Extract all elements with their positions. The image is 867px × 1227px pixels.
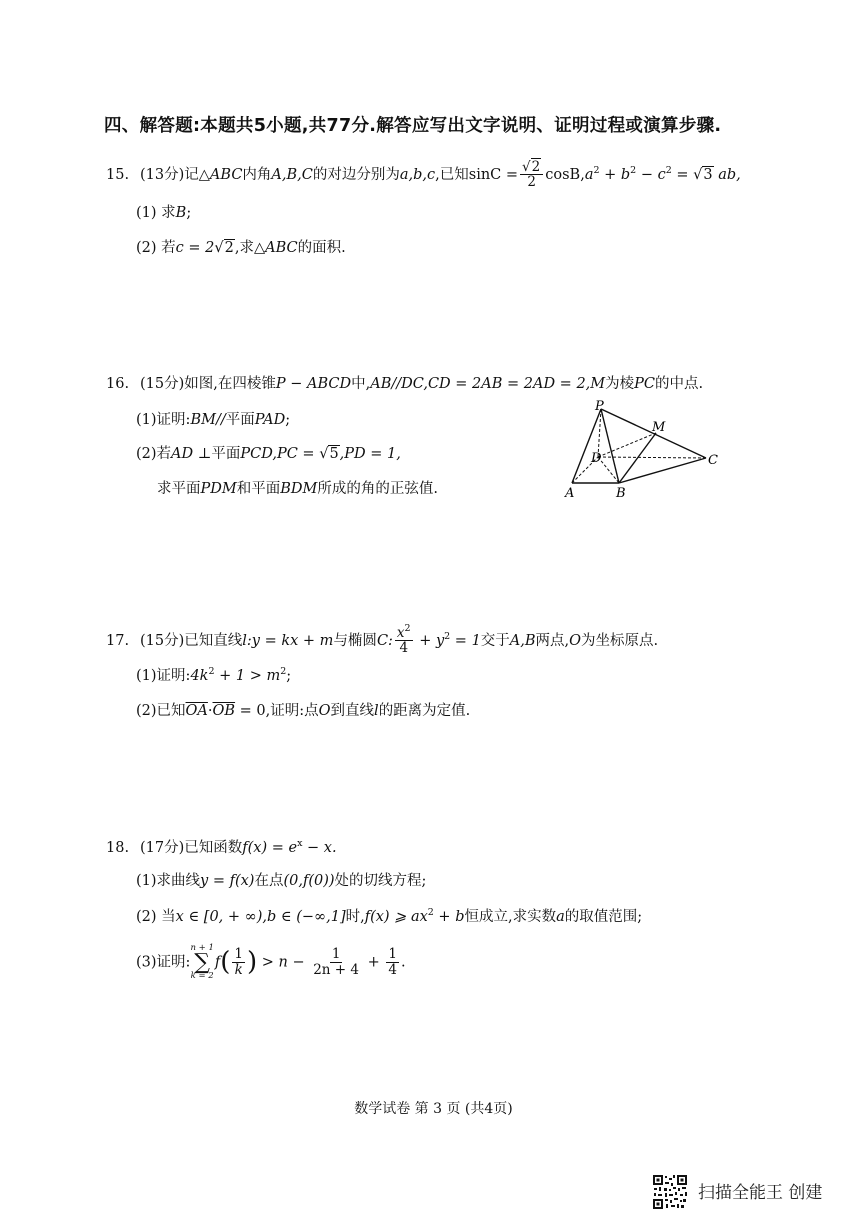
math: =: [671, 167, 694, 183]
text: (2) 当: [136, 909, 176, 925]
text: 已知直线: [184, 633, 243, 649]
text: 为棱: [605, 376, 635, 392]
math: 1: [331, 946, 341, 963]
math: C:: [376, 633, 393, 649]
question-17-stem: 17. (15分)已知直线l:y = kx + m与椭圆C: $\frac{x^2}{4}$ + $y^2 = 1$交于A,B两点,O为坐标原点.: [106, 623, 659, 657]
text: .: [400, 954, 406, 971]
text: 两点,: [535, 633, 570, 649]
text: ;: [286, 668, 292, 684]
qr-code-icon: [652, 1174, 688, 1210]
score: (15分): [140, 376, 185, 392]
question-number: 18.: [106, 840, 130, 856]
math: a,b,c: [399, 167, 436, 183]
text: ;: [186, 205, 192, 221]
math: O: [318, 703, 331, 719]
math: f(x) ⩾ ax: [364, 909, 428, 925]
math: k = 2: [190, 971, 214, 982]
question-15-stem: 15. (13分)记△ABC内角A,B,C的对边分别为a,b,c,已知sinC = $\frac{√2}{2}$ $\cos B,a^2 + b^2 - c^2 = √3$ ab,: [106, 159, 741, 191]
math: a: [584, 167, 594, 183]
math: (0,f(0)): [283, 873, 335, 889]
math: + y: [414, 633, 445, 649]
score: (13分): [140, 167, 185, 183]
math: 2: [224, 240, 234, 256]
question-18-stem: [106, 840, 337, 857]
text: 处的切线方程;: [334, 873, 427, 889]
text: 已知函数: [184, 840, 243, 856]
question-16-part-2-cont: [157, 481, 438, 498]
math: f: [214, 954, 221, 971]
question-16-stem: [106, 376, 703, 393]
section-title: 四、解答题:本题共5小题,共77分.解答应写出文字说明、证明过程或演算步骤.: [104, 116, 722, 136]
question-number: 15.: [106, 167, 130, 183]
label-m: M: [652, 420, 666, 435]
text: (2) 若: [136, 240, 176, 256]
text: 到直线: [330, 703, 375, 719]
math: x: [297, 838, 303, 849]
text: 如图,在四棱锥: [184, 376, 276, 392]
math: ABC: [265, 240, 298, 256]
text: (1)证明:: [136, 412, 191, 428]
math: PCD,PC =: [240, 446, 320, 462]
summation: n + 1 ∑ k = 2: [190, 943, 214, 982]
math: AB//DC,CD = 2AB = 2AD = 2,M: [370, 376, 606, 392]
math: x: [396, 625, 405, 641]
text: 与椭圆: [333, 633, 377, 649]
pyramid-figure: [558, 397, 738, 507]
math: AD ⊥: [171, 446, 212, 462]
text: (2)已知: [136, 703, 186, 719]
math: k: [234, 961, 243, 978]
text: 平面: [225, 412, 255, 428]
math: x ∈ [0, + ∞),b ∈ (−∞,1]: [175, 909, 346, 925]
text: 交于: [480, 633, 510, 649]
text: 的中点.: [654, 376, 704, 392]
math: c = 2: [175, 240, 215, 256]
watermark-text: 扫描全能王 创建: [698, 1183, 823, 1203]
math: a: [556, 909, 565, 925]
label-c: C: [708, 453, 718, 468]
math: sinC =: [468, 167, 519, 183]
question-18-part-2: (2) 当x ∈ [0, + ∞),b ∈ (−∞,1]时,f(x) ⩾ $ax^2 + b$恒成立,求实数a的取值范围;: [136, 907, 643, 925]
question-17-part-2: [136, 703, 470, 720]
text: 的距离为定值.: [378, 703, 471, 719]
math: BDM: [280, 481, 318, 497]
math: O: [569, 633, 582, 649]
text: 的面积.: [297, 240, 346, 256]
math: 1: [234, 946, 243, 963]
math: = 1: [450, 633, 481, 649]
label-a: A: [565, 486, 575, 501]
text: 时,: [345, 909, 365, 925]
question-18-part-1: [136, 873, 426, 890]
question-number: 16.: [106, 376, 130, 392]
math: l:y = kx + m: [242, 633, 334, 649]
text: 内角: [242, 167, 272, 183]
score: (15分): [140, 633, 185, 649]
math: 4: [399, 640, 409, 657]
math: + 1 > m: [214, 668, 281, 684]
text: 求平面: [157, 481, 201, 497]
math: cosB,: [545, 167, 585, 183]
math: ab,: [718, 167, 741, 183]
question-15-part-1: [136, 205, 191, 222]
fraction: $\frac{x^2}{4}$: [396, 623, 411, 657]
question-16-part-1: [136, 412, 290, 429]
text: (3)证明:: [136, 954, 191, 971]
question-18-part-3: (3)证明: n + 1 ∑ k = 2 f( $\frac{1}{k}$ ) > n − $\frac{1}{2n + 4}$ + $\frac{1}{4}$ .: [136, 943, 406, 982]
math: y = f(x): [200, 873, 255, 889]
question-17-part-1: (1)证明$:4k^2 + 1 > m^2$;: [136, 666, 292, 684]
text: 恒成立,求实数: [464, 909, 557, 925]
math: 4: [388, 961, 397, 978]
text: ,已知: [435, 167, 469, 183]
math: 2: [531, 159, 541, 175]
math: BM//: [190, 412, 226, 428]
math: ABC: [209, 167, 243, 183]
label-d: D: [591, 451, 602, 466]
math: ·: [207, 703, 213, 719]
label-p: P: [595, 399, 604, 414]
math: 5: [329, 446, 339, 462]
fraction: [311, 947, 361, 977]
text: 平面: [211, 446, 241, 462]
text: 为坐标原点.: [581, 633, 659, 649]
page-footer: 数学试卷 第 3 页 (共4页): [354, 1101, 513, 1117]
label-b: B: [616, 486, 626, 501]
math: 4k: [190, 668, 209, 684]
text: (1)求曲线: [136, 873, 201, 889]
math: > n −: [257, 954, 310, 971]
text: (2)若: [136, 446, 172, 462]
text: 记△: [184, 167, 210, 183]
text: ;: [285, 412, 291, 428]
math: 1: [388, 946, 397, 963]
vector-ob: $\overline{OB}$: [212, 703, 236, 719]
text: 的取值范围;: [564, 909, 643, 925]
math: 3: [703, 167, 713, 183]
vector-oa: $\overline{OA}$: [185, 703, 208, 719]
math: P − ABCD: [275, 376, 352, 392]
math: − c: [636, 167, 666, 183]
math: − x.: [302, 840, 337, 856]
math: + b: [599, 167, 631, 183]
math: PAD: [254, 412, 286, 428]
text: 和平面: [236, 481, 281, 497]
math: n + 1: [190, 943, 214, 953]
text: ,求△: [234, 240, 266, 256]
score: (17分): [140, 840, 185, 856]
text: 在点: [254, 873, 284, 889]
math: B: [175, 205, 187, 221]
math: l: [374, 703, 379, 719]
fraction: [386, 947, 399, 977]
text: 所成的角的正弦值.: [317, 481, 438, 497]
math: ,PD = 1,: [339, 446, 401, 462]
question-16-part-2: (2)若AD ⊥平面PCD,PC = √5,PD = 1,: [136, 446, 401, 462]
math: A,B,C: [271, 167, 313, 183]
math: PC: [634, 376, 655, 392]
scanner-watermark: [652, 1174, 852, 1214]
text: (1)证明:: [136, 668, 191, 684]
math: 2: [527, 174, 536, 191]
math: PDM: [200, 481, 237, 497]
math: +: [363, 954, 385, 971]
text: (1) 求: [136, 205, 176, 221]
math: + b: [433, 909, 465, 925]
text: = 0,证明:点: [235, 703, 319, 719]
question-15-part-2: (2) 若c = 2√2,求△ABC的面积.: [136, 240, 346, 256]
text: 中,: [351, 376, 371, 392]
math: f(x) = e: [242, 840, 298, 856]
math: A,B: [509, 633, 536, 649]
fraction: $\frac{√2}{2}$: [520, 160, 543, 190]
question-number: 17.: [106, 633, 130, 649]
math: 2n + 4: [313, 961, 359, 978]
text: 的对边分别为: [312, 167, 400, 183]
fraction: [232, 947, 245, 977]
